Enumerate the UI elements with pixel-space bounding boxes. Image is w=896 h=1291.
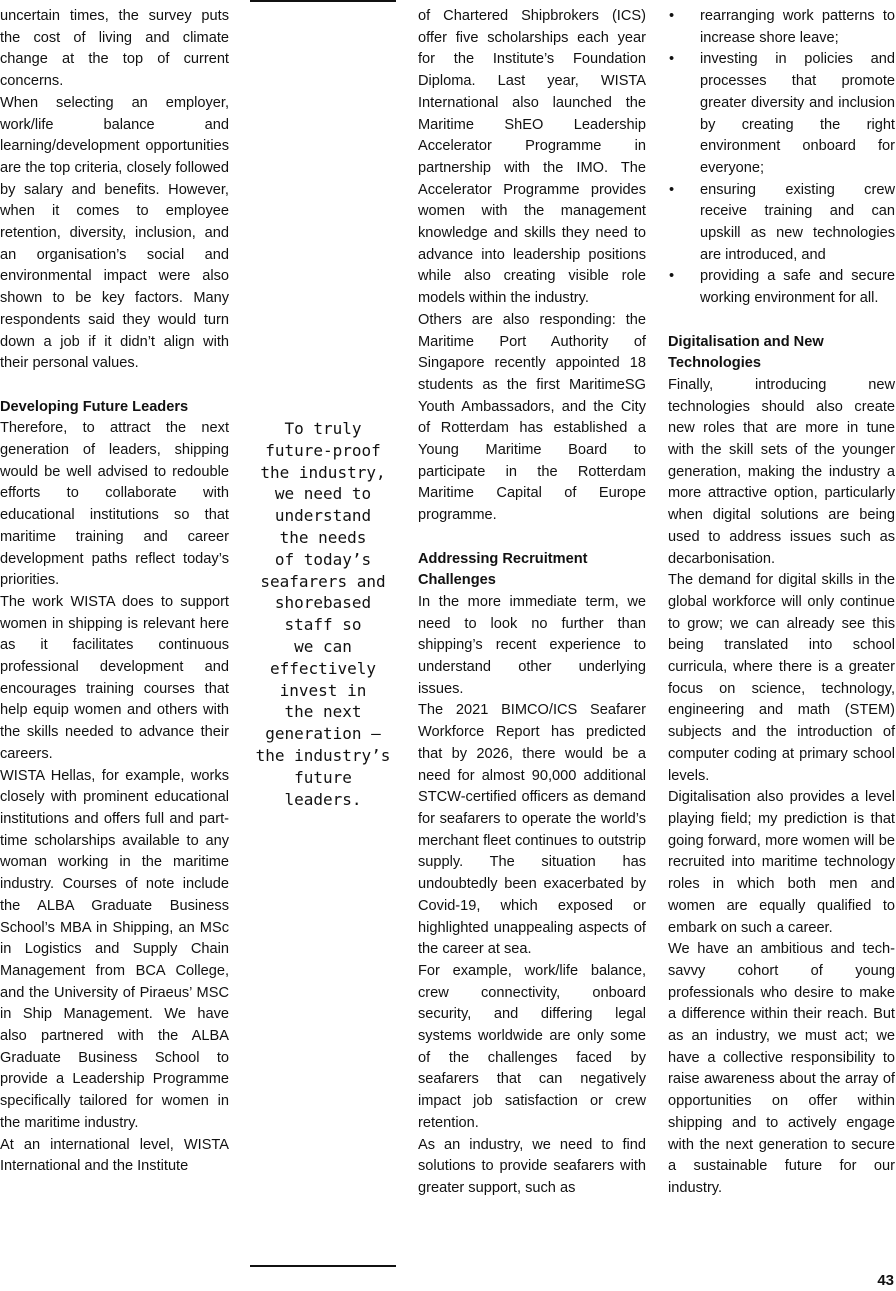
paragraph: The demand for digital skills in the global workforce will only continue to grow; we can already see this being translated into school curricula, where there is a greater focus on science, technology, engineering and math (STEM) subjects and the introduction of computer coding at primary school levels. bbox=[668, 572, 895, 784]
paragraph: of Chartered Shipbrokers (ICS) offer five scholarships each year for the Institute’s Foundation Diploma. Last year, WISTA International also launched the Maritime ShEO Leadership Accelerator Programme in partnership with the IMO. The Accelerator Programme provides women with the management knowledge and skills they need to advance into leadership positions while also creating visible role models within the industry. bbox=[418, 8, 646, 307]
page-number: 43 bbox=[877, 1272, 894, 1289]
paragraph: We have an ambitious and tech-savvy cohort of young professionals who desire to make a difference within their reach. But as an industry, we must act; we have a collective responsibility to raise awareness about the array of opportunities on offer within shipping and to actively engage with the next generation to secure a sustainable future for our industry. bbox=[668, 941, 895, 1196]
bullet-item: • rearranging work patterns to increase shore leave; bbox=[668, 6, 895, 49]
paragraph: The 2021 BIMCO/ICS Seafarer Workforce Report has predicted that by 2026, there would be a need for almost 90,000 additional STCW-certified officers as demand for seafarers to operate the world’s merchant fleet continues to outstrip supply. The situation has undoubtedly been exacerbated by Covid-19, which exposed or highlighted unappealing aspects of the career at sea. bbox=[418, 702, 646, 958]
article-column-3 bbox=[418, 6, 646, 1200]
paragraph: The work WISTA does to support women in shipping is relevant here as it facilitates continuous professional development and encourages training courses that help equip women and others with the skills needed to advance their careers. bbox=[0, 593, 229, 762]
bullet-item: • ensuring existing crew receive training and can upskill as new technologies are introduced, and bbox=[668, 180, 895, 267]
paragraph: uncertain times, the survey puts the cost of living and climate change at the top of current concerns. bbox=[0, 8, 229, 90]
pull-quote-rule-bottom bbox=[250, 1265, 396, 1267]
article-column-1 bbox=[0, 6, 229, 1178]
paragraph: In the more immediate term, we need to look no further than shipping’s recent experience to understand other underlying issues. bbox=[418, 593, 646, 697]
bullet-list bbox=[668, 6, 895, 310]
paragraph: As an industry, we need to find solutions to provide seafarers with greater support, such as bbox=[418, 1136, 646, 1196]
pull-quote-rule-top bbox=[250, 0, 396, 2]
section-heading-recruitment: Addressing Recruitment Challenges bbox=[418, 550, 588, 589]
paragraph: Digitalisation also provides a level playing field; my prediction is that going forward, more women will be recruited into maritime technology roles in which both men and women are equally qualified to embark on such a career. bbox=[668, 789, 895, 936]
paragraph: Finally, introducing new technologies should also create new roles that are more in tune with the skill sets of the younger generation, making the industry a more attractive option, particularly when digital solutions are being used to address issues such as decarbonisation. bbox=[668, 376, 895, 567]
paragraph: Therefore, to attract the next generation of leaders, shipping would be well advised to redouble efforts to collaborate with educational institutions so that maritime training and career development paths reflect today’s priorities. bbox=[0, 420, 229, 589]
paragraph: For example, work/life balance, crew connectivity, onboard security, and differing legal systems worldwide are only some of the challenges faced by seafarers that can negatively impact job satisfaction or crew retention. bbox=[418, 962, 646, 1131]
section-heading-digitalisation: Digitalisation and New Technologies bbox=[668, 333, 824, 372]
bullet-item: • investing in policies and processes that promote greater diversity and inclusion by creating the right environment onboard for everyone; bbox=[668, 49, 895, 179]
section-heading-future-leaders: Developing Future Leaders bbox=[0, 398, 189, 415]
article-column-4 bbox=[668, 6, 895, 1200]
bullet-item: • providing a safe and secure working environment for all. bbox=[668, 266, 895, 309]
paragraph: WISTA Hellas, for example, works closely with prominent educational institutions and offers full and part-time scholarships available to any woman working in the maritime industry. Courses of note include the ALBA Graduate Business School’s MBA in Shipping, an MSc in Logistics and Supply Chain Management from BCA College, and the University of Piraeus’ MSC in Ship Management. We have also partnered with the ALBA Graduate Business School to provide a Leadership Programme specifically tailored for women in the maritime industry. bbox=[0, 767, 229, 1131]
paragraph: When selecting an employer, work/life balance and learning/development opportunities are the top criteria, closely followed by salary and benefits. However, when it comes to employee retention, diversity, inclusion, and an organisation’s social and environmental impact were also shown to be key factors. Many respondents said they would turn down a job if it didn’t align with their personal values. bbox=[0, 94, 229, 372]
pull-quote: To truly future-proof the industry, we need to understand the needs of today’s seafarers and shorebased staff so we can effectively invest in the next generation – the industry’s future leaders. bbox=[255, 419, 391, 809]
paragraph: Others are also responding: the Maritime Port Authority of Singapore recently appointed 18 students as the first MaritimeSG Youth Ambassadors, and the City of Rotterdam has established a Young Maritime Board to participate in the Rotterdam Maritime Capital of Europe programme. bbox=[418, 311, 646, 524]
paragraph: At an international level, WISTA International and the Institute bbox=[0, 1136, 229, 1175]
